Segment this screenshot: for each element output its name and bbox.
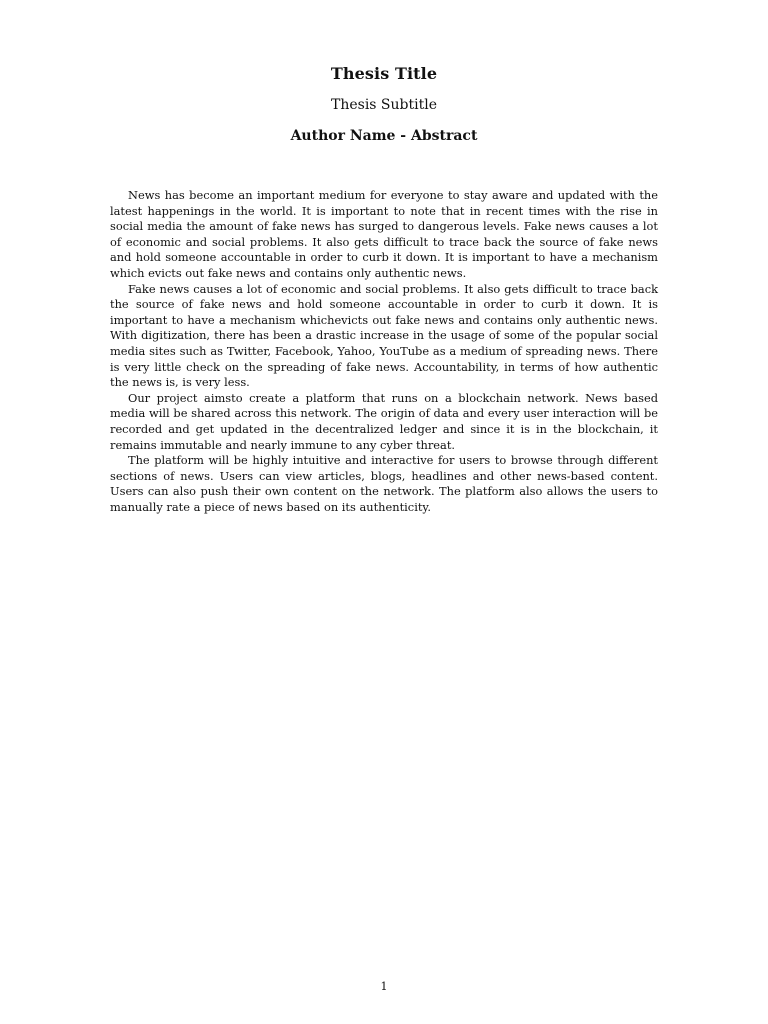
thesis-subtitle: Thesis Subtitle — [331, 97, 437, 113]
author-abstract-heading: Author Name - Abstract — [290, 128, 478, 144]
page-number: 1 — [380, 980, 388, 993]
abstract-body — [110, 188, 658, 515]
abstract-paragraph-4: The platform will be highly intuitive and interactive for users to browse through different sections of news. Users can view articles, blogs, headlines and other news-based content. Users can also push their own content on the network. The platform also allows the users to manually rate a piece of news based on its authenticity. — [110, 453, 658, 514]
abstract-paragraph-1: News has become an important medium for everyone to stay aware and updated with the latest happenings in the world. It is important to note that in recent times with the rise in social media the amount of fake news has surged to dangerous levels. Fake news causes a lot of economic and social problems. It also gets difficult to trace back the source of fake news and hold someone accountable in order to curb it down. It is important to have a mechanism which evicts out fake news and contains only authentic news. — [110, 188, 658, 280]
abstract-paragraph-3: Our project aimsto create a platform that runs on a blockchain network. News based media will be shared across this network. The origin of data and every user interaction will be recorded and get updated in the decentralized ledger and since it is in the blockchain, it remains immutable and nearly immune to any cyber threat. — [110, 390, 658, 452]
thesis-title: Thesis Title — [330, 64, 438, 83]
abstract-paragraph-2: Fake news causes a lot of economic and social problems. It also gets difficult to trace back the source of fake news and hold someone accountable in order to curb it down. It is important to have a mechanism whichevicts out fake news and contains only authentic news. With digitization, there has been a drastic increase in the usage of some of the popular social media sites such as Twitter, Facebook, Yahoo, YouTube as a medium of spreading news. There is very little check on the spreading of fake news. Accountability, in terms of how authentic the news is, is very less. — [110, 281, 658, 390]
